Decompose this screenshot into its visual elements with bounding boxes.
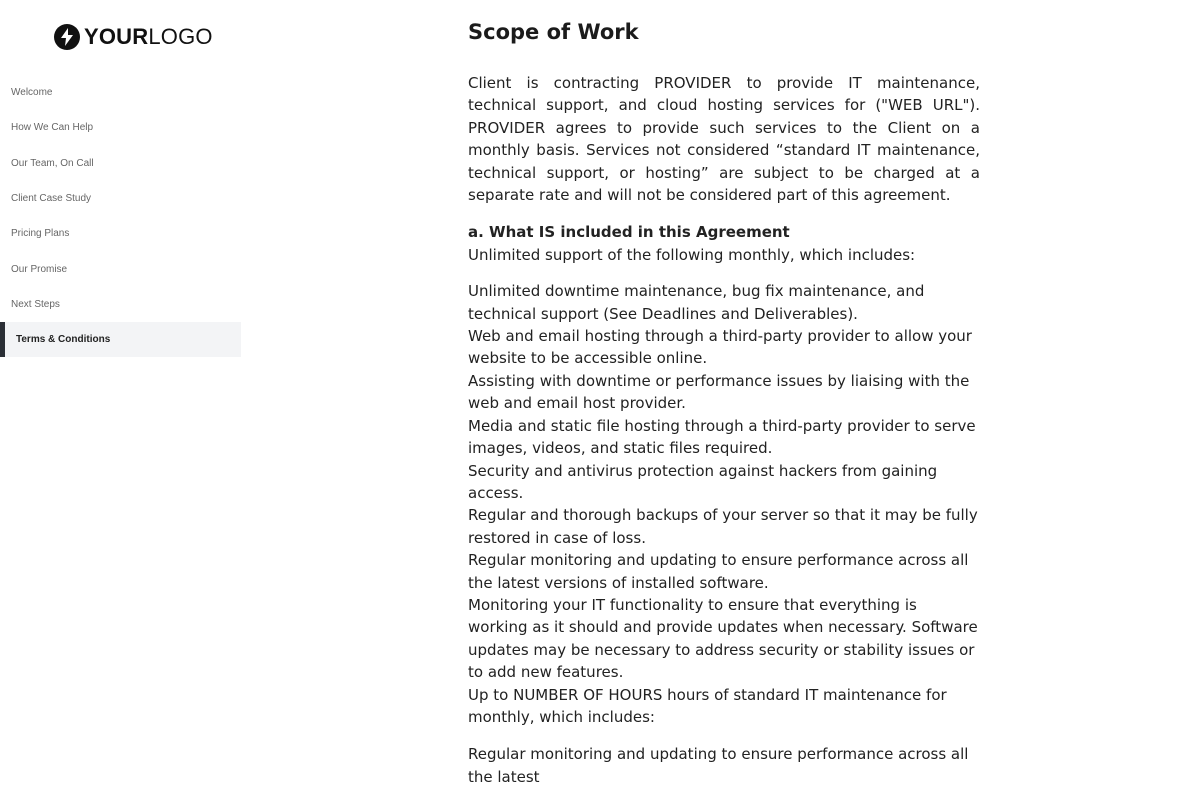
logo-text-strong: YOUR xyxy=(84,24,149,49)
list-item: Monitoring your IT functionality to ensure that everything is working as it should and provide updates when necessary. Software updates may be necessary to address security or stability issues or to add new features. xyxy=(468,595,978,682)
logo-text xyxy=(84,24,213,50)
list-item: Unlimited downtime maintenance, bug fix maintenance, and technical support (See Deadlines and Deliverables). xyxy=(468,282,925,323)
list-item: Regular monitoring and updating to ensure performance across all the latest versions of installed software. xyxy=(468,551,969,592)
sidebar-item-next-steps[interactable] xyxy=(0,287,241,322)
sidebar-item-label: Welcome xyxy=(11,87,53,99)
sidebar-item-label: Client Case Study xyxy=(11,193,92,205)
trailing-paragraph: Regular monitoring and updating to ensure performance across all the latest xyxy=(468,745,969,786)
sidebar-item-label: Pricing Plans xyxy=(11,228,70,240)
sidebar-item-label: How We Can Help xyxy=(11,122,94,134)
intro-paragraph: Client is contracting PROVIDER to provide IT maintenance, technical support, and cloud hosting services for ("WEB URL"). PROVIDER agrees to provide such services to the Client on a monthly basis. Services not considered “standard IT maintenance, technical support, or hosting” are subject to be charged at a separate rate and will not be considered part of this agreement. xyxy=(468,74,980,205)
list-item: Up to NUMBER OF HOURS hours of standard IT maintenance for monthly, which includes: xyxy=(468,685,947,726)
sidebar-item-label: Terms & Conditions xyxy=(16,334,111,346)
list-item: Regular and thorough backups of your server so that it may be fully restored in case of loss. xyxy=(468,506,978,547)
lightning-bolt-icon xyxy=(54,24,80,50)
document-body xyxy=(468,72,980,788)
list-item: Assisting with downtime or performance issues by liaising with the web and email host provider. xyxy=(468,371,970,413)
sidebar-item-welcome[interactable] xyxy=(0,75,241,110)
list-item: Web and email hosting through a third-party provider to allow your website to be accessible online. xyxy=(468,327,972,368)
section-subheading: Unlimited support of the following monthly, which includes: xyxy=(468,245,916,264)
included-list xyxy=(468,280,980,728)
document-main xyxy=(468,0,988,786)
sidebar-item-how-we-can-help[interactable] xyxy=(0,110,241,145)
logo-text-light: LOGO xyxy=(148,24,213,49)
sidebar-item-label: Our Team, On Call xyxy=(11,157,94,169)
page-title: Scope of Work xyxy=(468,20,639,44)
sidebar-item-our-team[interactable] xyxy=(0,146,241,181)
sidebar-nav xyxy=(0,75,241,357)
list-item: Media and static file hosting through a third-party provider to serve images, videos, and static files required. xyxy=(468,416,976,458)
section-heading: a. What IS included in this Agreement xyxy=(468,223,790,242)
sidebar-item-label: Next Steps xyxy=(11,298,60,310)
sidebar-item-our-promise[interactable] xyxy=(0,251,241,286)
list-item: Security and antivirus protection against hackers from gaining access. xyxy=(468,461,938,502)
sidebar xyxy=(0,0,241,703)
sidebar-item-label: Our Promise xyxy=(11,263,68,275)
sidebar-item-pricing-plans[interactable] xyxy=(0,216,241,251)
logo[interactable] xyxy=(54,24,213,50)
sidebar-item-client-case-study[interactable] xyxy=(0,181,241,216)
sidebar-item-terms-conditions[interactable] xyxy=(0,322,241,357)
